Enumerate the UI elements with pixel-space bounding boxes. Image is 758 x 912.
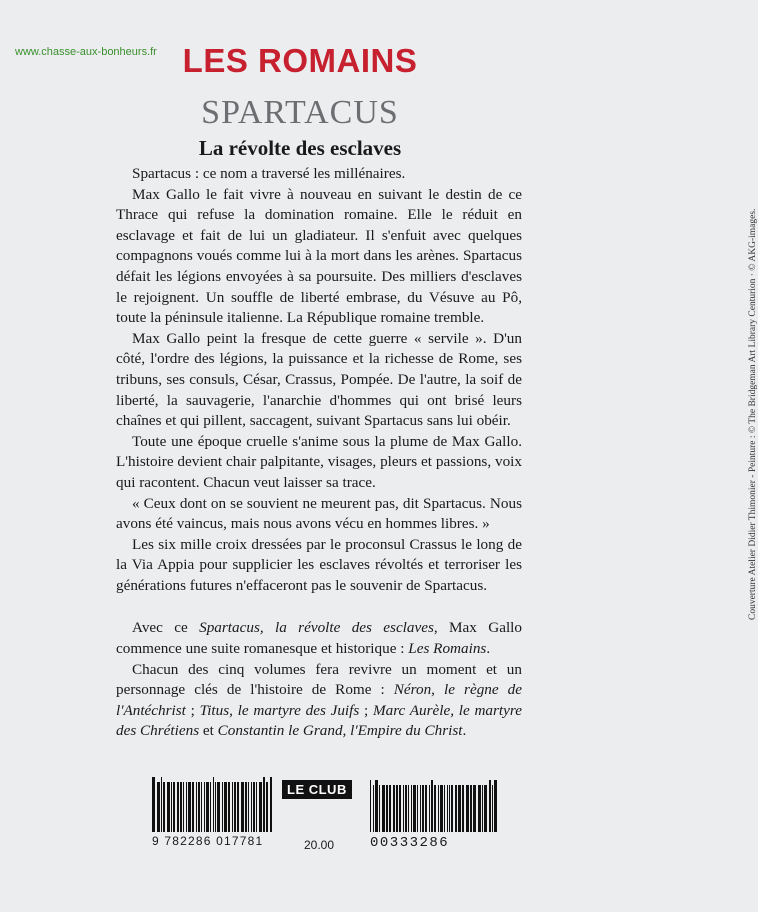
barcode-bar [417,785,418,832]
barcode-bar [210,782,211,832]
club-barcode [370,785,499,851]
le-club-logo: LE CLUB [282,780,352,799]
barcode-bar [399,785,401,832]
series-title: LES ROMAINS [182,42,418,79]
blurb-paragraph-1: Spartacus : ce nom a traversé les millénaires. [132,165,406,182]
website-watermark: www.chasse-aux-bonheurs.fr [15,46,157,58]
ean-barcode [152,782,273,848]
barcode-bar [222,782,223,832]
barcode-bar [215,782,216,832]
barcode-bar [389,785,391,832]
barcode-bar [429,785,430,832]
barcode-bar [241,782,244,832]
barcode-bar [206,782,209,832]
barcode-bar [171,782,172,832]
barcode-bar [492,785,493,832]
barcode-bar [253,782,255,832]
ean-number: 9 782286 017781 [152,834,264,848]
barcode-bar [466,785,469,832]
barcode-bar [462,785,464,832]
barcode-bar [198,782,200,832]
barcode-bar [167,782,170,832]
barcode-bar [494,780,497,832]
barcode-bar [188,782,191,832]
barcode-bar [157,782,160,832]
barcode-bar [473,785,476,832]
barcode-bar [484,785,487,832]
barcode-bar [263,777,265,832]
barcode-bar [379,785,380,832]
barcode-bar [152,777,155,832]
blurb-paragraph-2: Max Gallo le fait vivre à nouveau en suivant le destin de ce Thrace qui refuse la domination romaine. Elle le réduit en esclavage et fait de lui un gladiateur. Il s'enfuit avec quelques compagnons voués comme lui à la mort dans les arènes. Spartacus défait les légions envoyées à sa poursuite. Des milliers d'esclaves le rejoignent. Un souffle de liberté embrase, du Vésuve au Pô, toute la péninsule italienne. La République romaine tremble. [116,185,522,327]
barcode-bar [228,782,230,832]
barcode-bar [270,777,272,832]
price: 20.00 [304,838,335,852]
barcode-bar [382,785,385,832]
blurb-paragraph-6: Les six mille croix dressées par le proconsul Crassus le long de la Via Appia pour supplicier les esclaves révoltés et terroriser les générations futures n'effaceront pas le souvenir de Spartacus. [116,535,522,594]
barcode-bar [489,780,491,832]
barcode-bar [266,782,268,832]
barcode-bar [173,782,175,832]
barcode-bar [420,785,421,832]
barcode-bar [256,782,257,832]
barcode-bar [232,782,233,832]
barcode-bar [482,785,483,832]
blurb [116,164,522,742]
barcode-bar [183,782,184,832]
club-barcode-bars [370,785,499,832]
barcode-bar [478,785,481,832]
barcode-bar [422,785,424,832]
club-code: 00333286 [370,835,450,851]
barcode-bar [248,782,249,832]
barcode-bar [161,777,162,832]
barcode-bar [413,785,416,832]
barcode-bar [425,785,427,832]
barcode-bar [458,785,461,832]
barcode-bar [444,785,445,832]
barcode-bar [411,785,412,832]
barcode-bar [449,785,450,832]
barcode-bar [201,782,202,832]
barcode-bar [393,785,395,832]
barcode-bar [431,780,433,832]
barcode-bar [163,782,165,832]
barcode-bar [192,782,194,832]
series-note-paragraph-1: Avec ce Spartacus, la révolte des esclaves, Max Gallo commence une suite romanesque et historique : Les Romains. [116,619,522,658]
barcode-bar [434,785,436,832]
barcode-bar [403,785,404,832]
barcode-bar [447,785,448,832]
barcode-bar [234,782,236,832]
barcode-bar [373,785,374,832]
barcode-bar [259,782,262,832]
barcode-bar [405,785,407,832]
ean-barcode-bars [152,782,273,832]
barcode-bar [196,782,197,832]
barcode-bar [177,782,179,832]
book-subtitle: La révolte des esclaves [198,136,402,160]
barcode-bar [386,785,388,832]
barcode-bar [251,782,252,832]
barcode-bar [438,785,439,832]
blurb-paragraph-4: Toute une époque cruelle s'anime sous la plume de Max Gallo. L'histoire devient chair palpitante, visages, pleurs et passions, voix qui racontent. Chacun veut laisser sa trace. [116,432,522,491]
barcode-bar [204,782,205,832]
barcode-bar [213,777,214,832]
barcode-bar [245,782,247,832]
blurb-paragraph-5: « Ceux dont on se souvient ne meurent pas, dit Spartacus. Nous avons été vaincus, mais nous avons vécu en hommes libres. » [116,494,522,533]
series-note-paragraph-2: Chacun des cinq volumes fera revivre un moment et un personnage clés de l'histoire de Rome : Néron, le règne de l'Antéchrist ; Titus, le martyre des Juifs ; Marc Aurèle, le martyre des Chrétiens et Constantin le Grand, l'Empire du Christ. [116,660,522,740]
book-title: SPARTACUS [201,94,399,131]
barcode-bar [451,785,453,832]
barcode-bar [408,785,409,832]
barcode-bar [186,782,187,832]
barcode-bar [237,782,239,832]
barcode-bar [370,780,371,832]
barcode-bar [455,785,457,832]
blurb-paragraph-3: Max Gallo peint la fresque de cette guerre « servile ». D'un côté, l'ordre des légions, la puissance et la richesse de Rome, ses tribuns, ses consuls, César, Crassus, Pompée. De l'autre, la soif de liberté, la sauvagerie, l'anarchie d'hommes qui ont brisé leurs chaînes et qui pillent, saccagent, suivant Spartacus sans lui obéir. [116,329,522,430]
barcode-bar [396,785,398,832]
barcode-bar [440,785,443,832]
barcode-bar [375,780,378,832]
barcode-bar [224,782,227,832]
cover-credit: Couverture Atelier Didier Thimonier - Peinture : © The Bridgeman Art Library Centurion · © AKG-images. [748,208,758,620]
barcode-bar [217,782,220,832]
barcode-bar [470,785,472,832]
barcode-bar [180,782,182,832]
